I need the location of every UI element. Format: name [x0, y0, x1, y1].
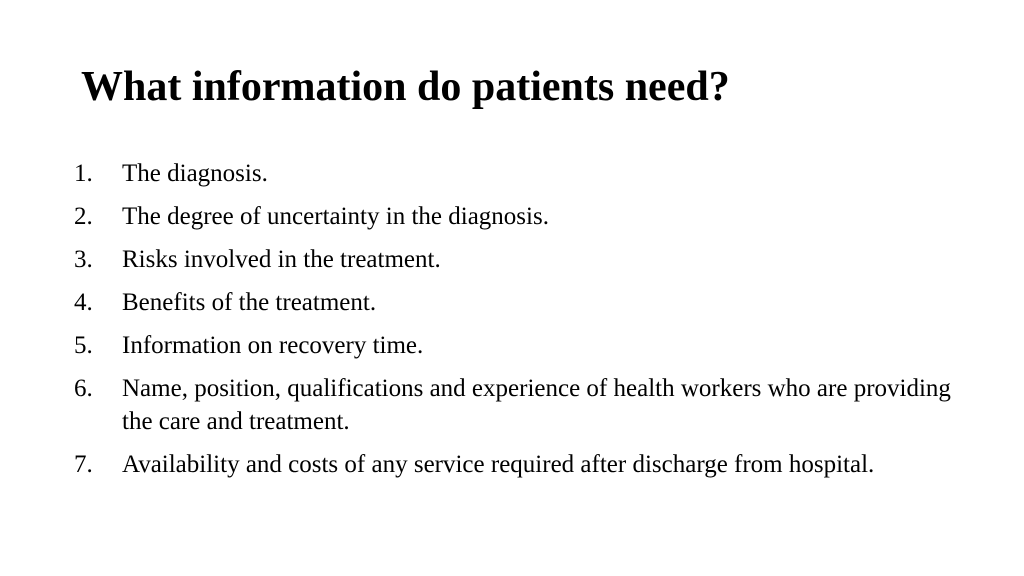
list-item — [74, 286, 954, 319]
list-item-text: Name, position, qualifications and experience of health workers who are providing the care and treatment. — [122, 375, 951, 435]
list-item — [74, 200, 954, 233]
list-item-number: 4. — [74, 289, 93, 316]
list-item-text: Risks involved in the treatment. — [122, 246, 441, 273]
list-item-text: Information on recovery time. — [122, 332, 424, 359]
list-item-number: 3. — [74, 246, 93, 273]
list-item — [74, 157, 954, 190]
list-item-text: Availability and costs of any service required after discharge from hospital. — [122, 451, 875, 478]
list-item-number: 5. — [74, 332, 93, 359]
list-item-number: 2. — [74, 203, 93, 230]
list-item-text: The degree of uncertainty in the diagnosis. — [122, 203, 549, 230]
list-item-text: Benefits of the treatment. — [122, 289, 377, 316]
list-item-text: The diagnosis. — [122, 160, 268, 187]
information-list — [74, 157, 954, 491]
list-item — [74, 448, 954, 481]
list-item-number: 1. — [74, 160, 93, 187]
list-item — [74, 243, 954, 276]
list-item — [74, 372, 954, 438]
slide-title: What information do patients need? — [81, 64, 730, 110]
list-item-number: 7. — [74, 451, 93, 478]
list-item — [74, 329, 954, 362]
list-item-number: 6. — [74, 375, 93, 402]
